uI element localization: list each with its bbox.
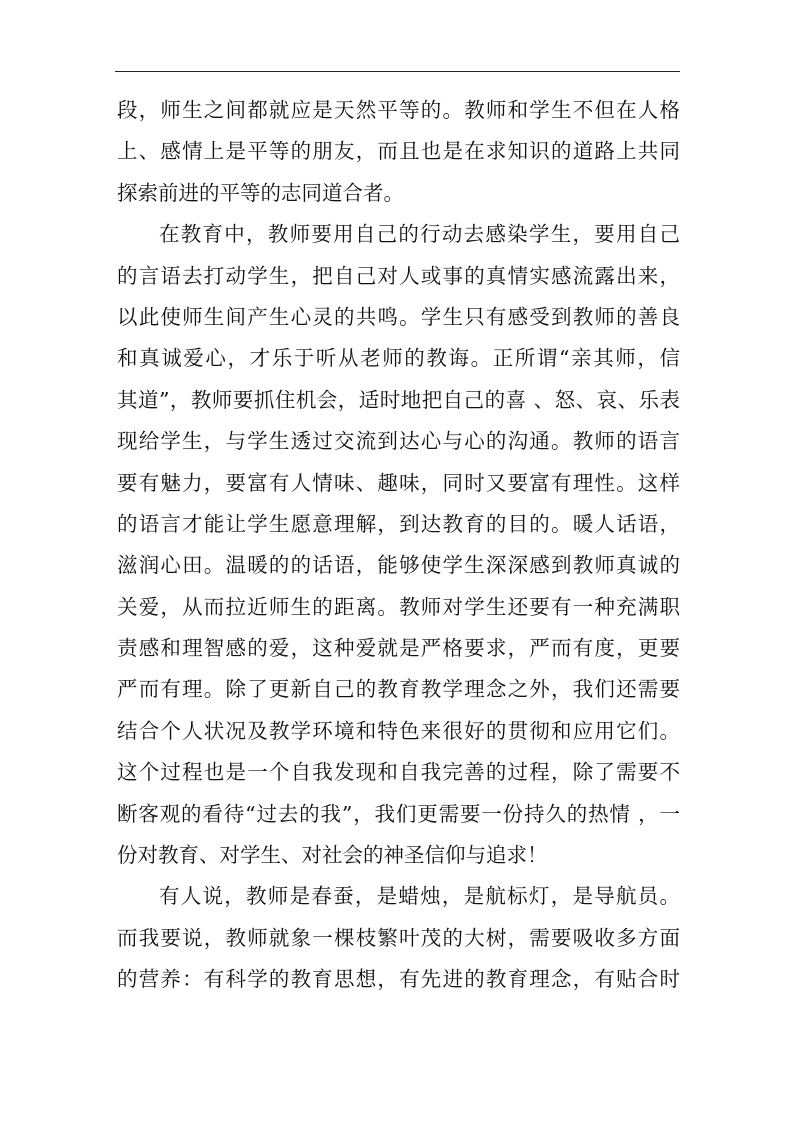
text-line: 这个过程也是一个自我发现和自我完善的过程，除了需要不 xyxy=(117,760,680,785)
text-line: 要有魅力，要富有人情味、趣味，同时又要富有理性。这样 xyxy=(117,470,680,495)
text-line: 滋润心田。温暖的的话语，能够使学生深深感到教师真诚的 xyxy=(117,553,680,578)
text-line: 其道”，教师要抓住机会，适时地把自己的喜 、怒、哀、乐表 xyxy=(117,387,680,412)
header-rule xyxy=(115,71,680,72)
text-line: 的语言才能让学生愿意理解，到达教育的目的。暖人话语， xyxy=(117,511,680,536)
text-line: 和真诚爱心，才乐于听从老师的教诲。正所谓“亲其师，信 xyxy=(117,346,680,371)
text-line: 的言语去打动学生，把自己对人或事的真情实感流露出来， xyxy=(117,263,680,288)
text-line: 探索前进的平等的志同道合者。 xyxy=(117,180,404,205)
text-line: 的营养：有科学的教育思想，有先进的教育理念，有贴合时 xyxy=(117,967,680,992)
text-line: 在教育中，教师要用自己的行动去感染学生，要用自己 xyxy=(159,222,680,247)
text-line: 而我要说，教师就象一棵枝繁叶茂的大树，需要吸收多方面 xyxy=(117,925,680,950)
text-line: 有人说，教师是春蚕，是蜡烛，是航标灯，是导航员。 xyxy=(159,884,680,909)
body-text xyxy=(117,90,680,1001)
text-line: 上、感情上是平等的朋友，而且也是在求知识的道路上共同 xyxy=(117,139,680,164)
text-line: 现给学生，与学生透过交流到达心与心的沟通。教师的语言 xyxy=(117,429,680,454)
text-line: 严而有理。除了更新自己的教育教学理念之外，我们还需要 xyxy=(117,677,680,702)
text-line: 以此使师生间产生心灵的共鸣。学生只有感受到教师的善良 xyxy=(117,304,680,329)
text-line: 段，师生之间都就应是天然平等的。教师和学生不但在人格 xyxy=(117,98,680,122)
text-line: 份对教育、对学生、对社会的神圣信仰与追求！ xyxy=(117,843,548,868)
text-line: 责感和理智感的爱，这种爱就是严格要求，严而有度，更要 xyxy=(117,636,680,661)
text-line: 结合个人状况及教学环境和特色来很好的贯彻和应用它们。 xyxy=(117,718,680,743)
text-line: 关爱，从而拉近师生的距离。教师对学生还要有一种充满职 xyxy=(117,594,680,619)
text-line: 断客观的看待“过去的我”，我们更需要一份持久的热情 ，一 xyxy=(117,801,680,826)
